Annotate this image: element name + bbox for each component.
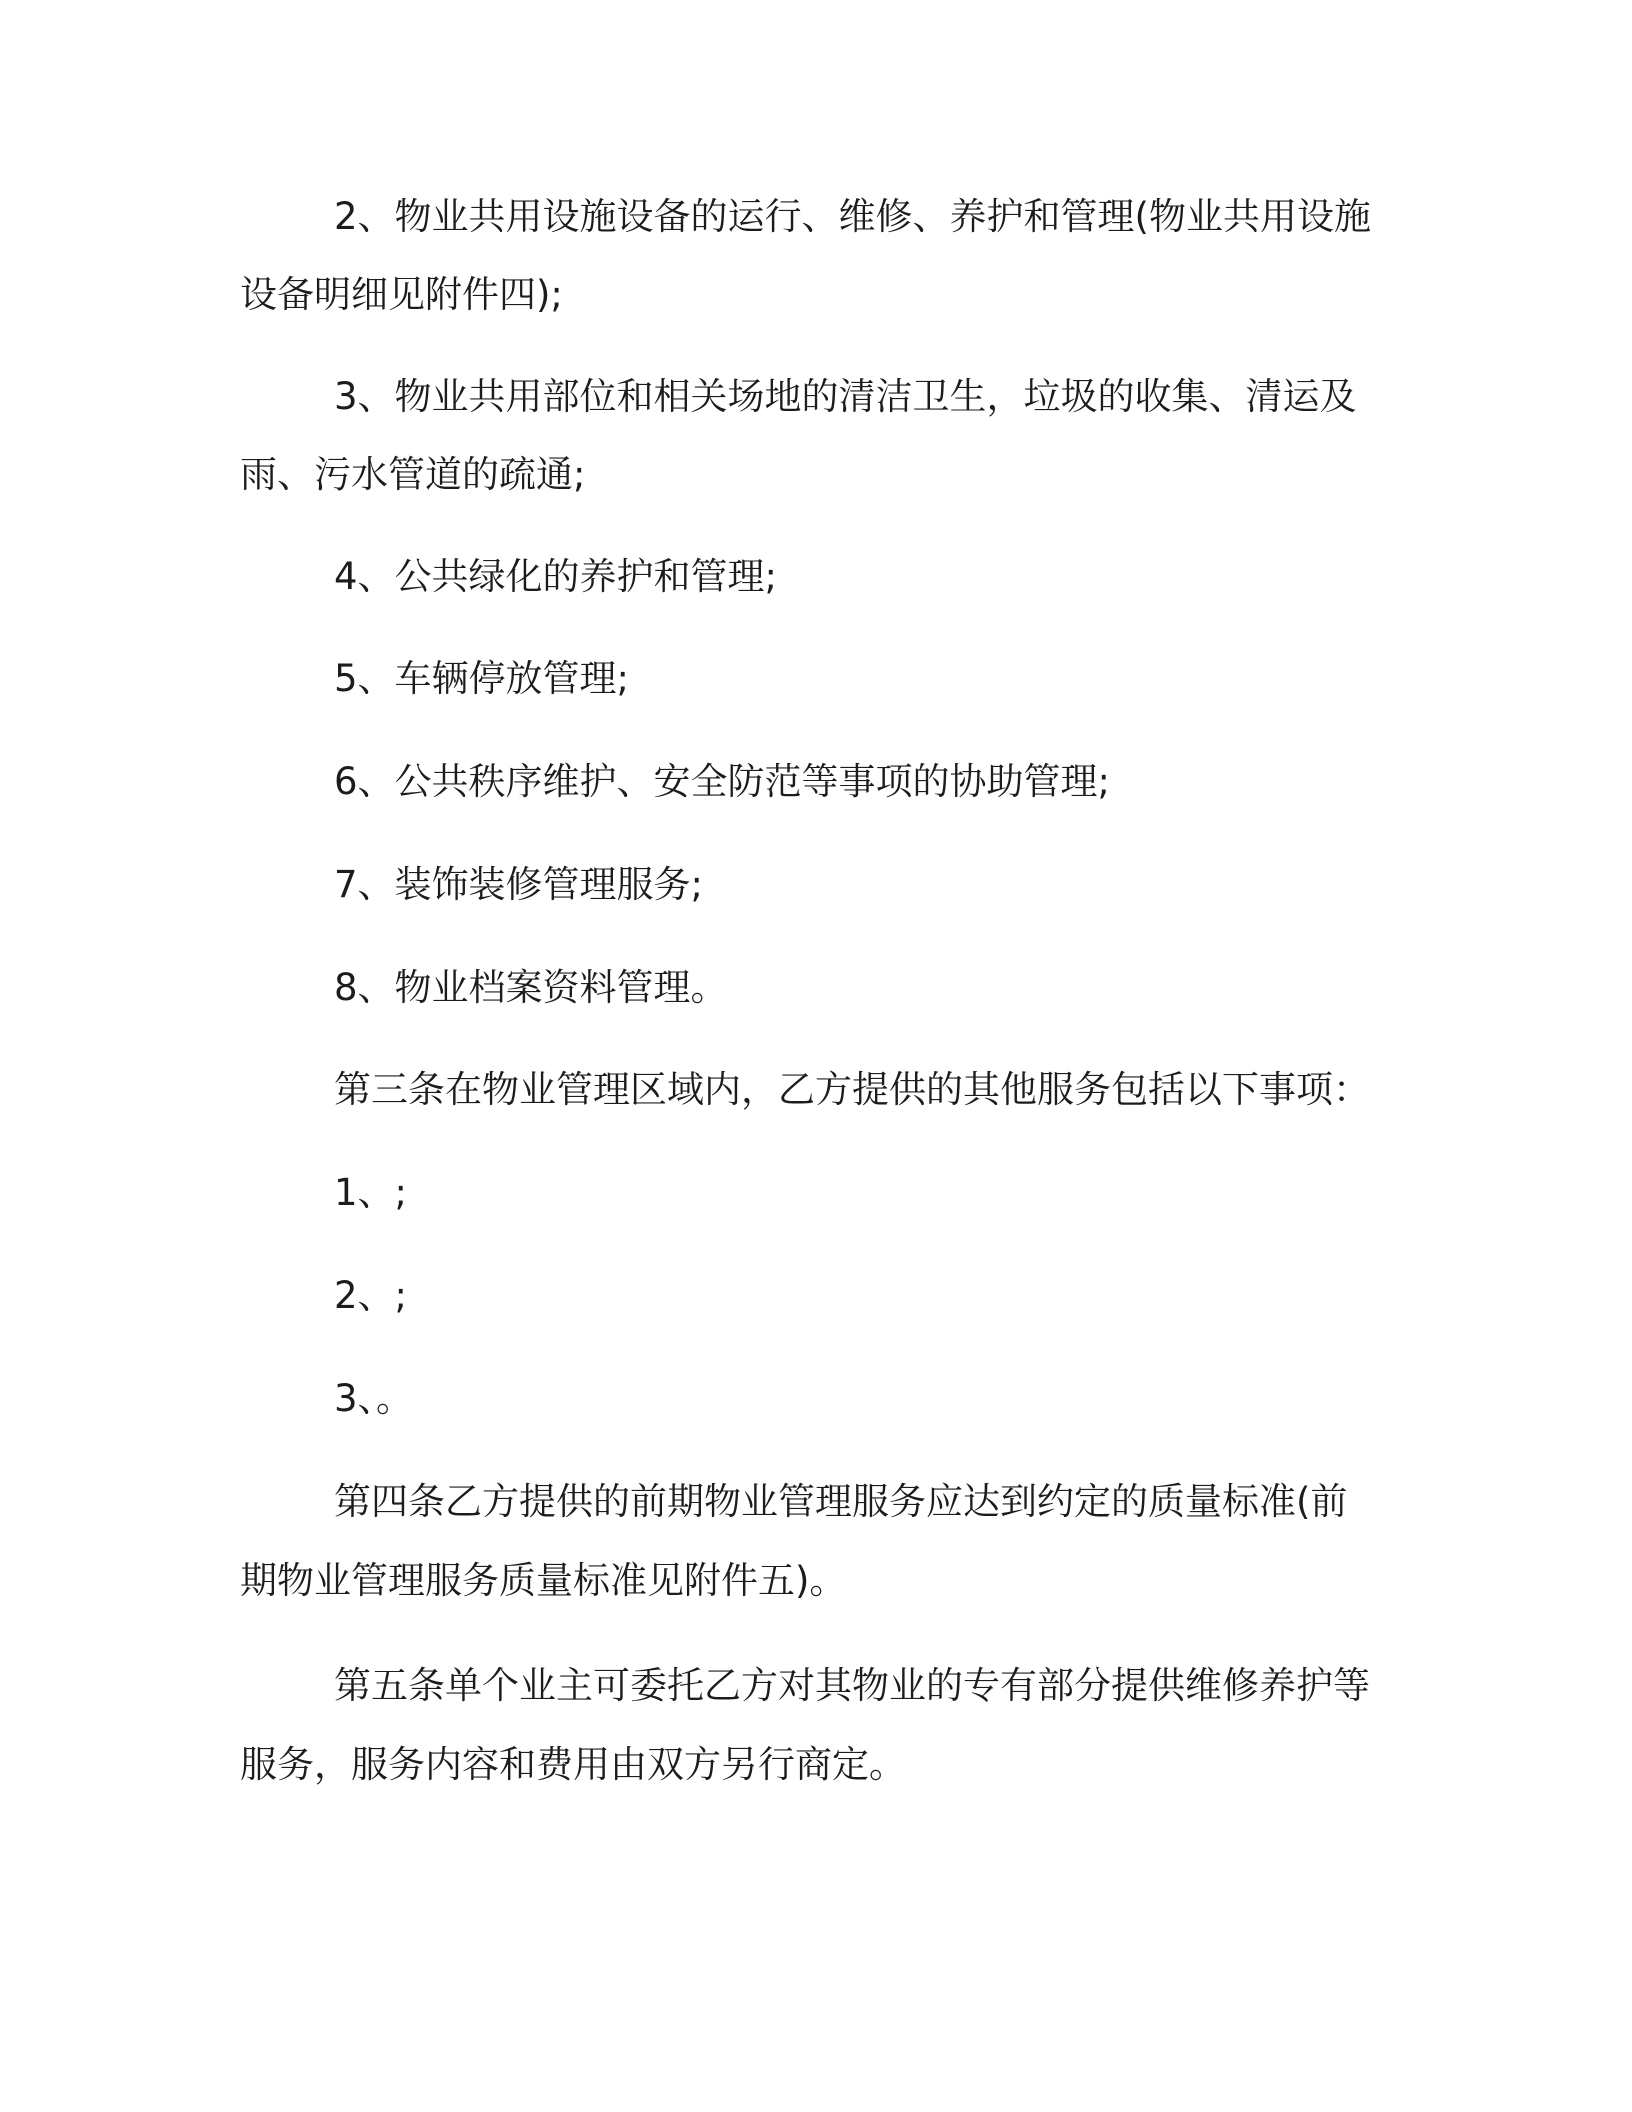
item-4: 4、公共绿化的养护和管理;	[334, 555, 778, 598]
article-3: 第三条在物业管理区域内，乙方提供的其他服务包括以下事项：	[334, 1068, 1370, 1111]
article-5-line-1: 第五条单个业主可委托乙方对其物业的专有部分提供维修养护等	[334, 1664, 1370, 1707]
other-item-2: 2、;	[334, 1274, 408, 1317]
item-6: 6、公共秩序维护、安全防范等事项的协助管理;	[334, 760, 1111, 803]
item-2-line-2: 设备明细见附件四);	[240, 273, 563, 316]
article-5-line-2: 服务，服务内容和费用由双方另行商定。	[240, 1743, 906, 1786]
other-item-1: 1、;	[334, 1171, 408, 1214]
item-3-line-2: 雨、污水管道的疏通;	[240, 453, 586, 496]
item-5: 5、车辆停放管理;	[334, 657, 630, 700]
item-3-line-1: 3、物业共用部位和相关场地的清洁卫生，垃圾的收集、清运及	[334, 375, 1357, 418]
article-4-line-1: 第四条乙方提供的前期物业管理服务应达到约定的质量标准(前	[334, 1480, 1348, 1523]
other-item-3: 3、。	[334, 1377, 414, 1420]
item-8: 8、物业档案资料管理。	[334, 966, 728, 1009]
article-4-line-2: 期物业管理服务质量标准见附件五)。	[240, 1559, 847, 1602]
item-7: 7、装饰装修管理服务;	[334, 863, 704, 906]
item-2-line-1: 2、物业共用设施设备的运行、维修、养护和管理(物业共用设施	[334, 195, 1371, 238]
